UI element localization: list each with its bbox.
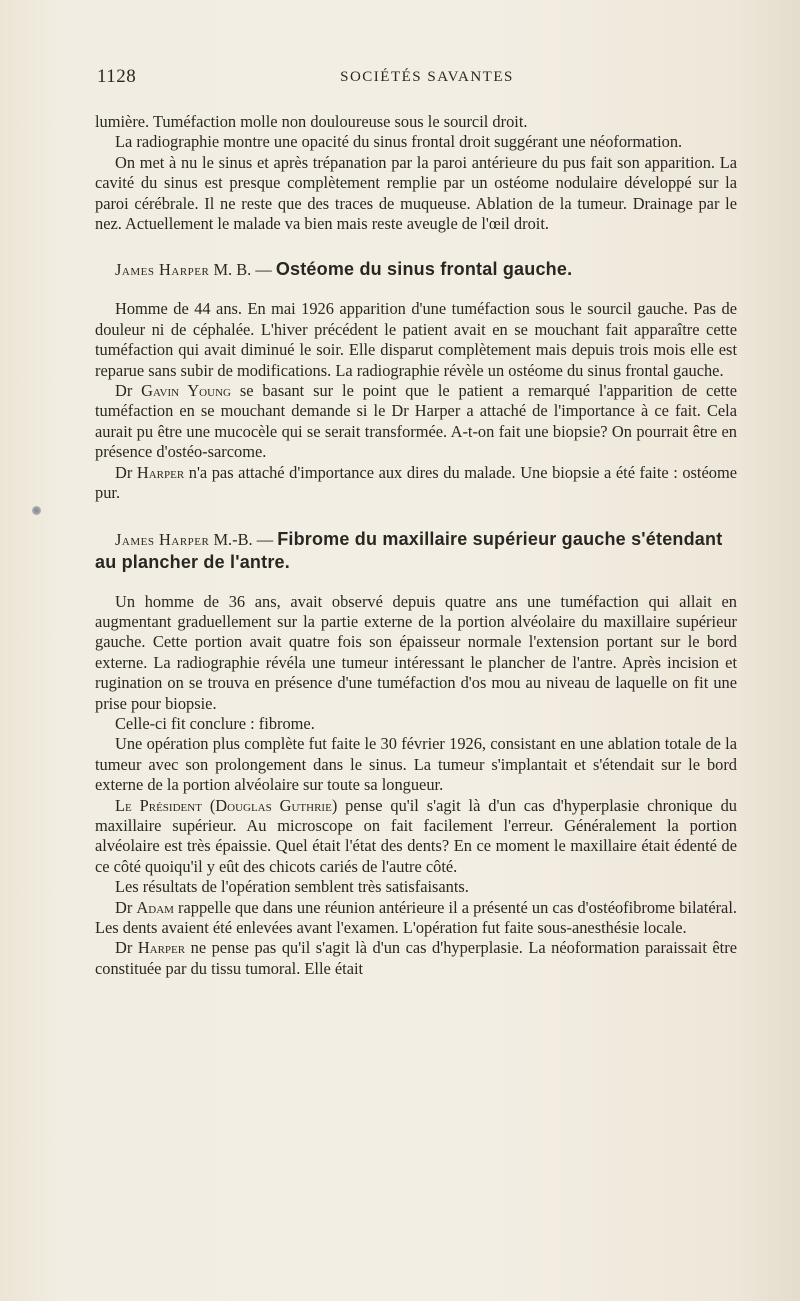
- paragraph-text: ) pense qu'il s'agit là d'un cas d'hyperplasie chronique du maxillaire supérieur. Au microscope on fait facilement l'erreur. Généralement la portion alvéolaire est très épaissie. Quel était l'état des dents? En ce moment le maxillaire était édenté de ce côté quoiqu'il y eût des chicots cariés de l'autre côté.: [95, 795, 737, 876]
- article-body: [95, 112, 737, 979]
- section-heading: [95, 258, 737, 281]
- paragraph: lumière. Tuméfaction molle non douloureuse sous le sourcil droit.: [95, 112, 528, 131]
- section-title: Fibrome du maxillaire supérieur gauche s'étendant au plancher de l'antre.: [95, 528, 723, 572]
- paragraph-text: n'a pas attaché d'importance aux dires du malade. Une biopsie a été faite : ostéome pur.: [95, 462, 737, 503]
- paragraph-text: rappelle que dans une réunion antérieure il a présenté un cas d'ostéofibrome bilatéral. Les dents avaient été enlevées avant l'examen. L'opération fut faite sous-anesthésie locale.: [95, 897, 737, 937]
- section-heading: [95, 528, 737, 574]
- scan-speck: [32, 506, 41, 515]
- honorific: Dr: [115, 462, 137, 482]
- section-degree: M. B. —: [209, 260, 276, 280]
- paragraph-text: ne pense pas qu'il s'agit là d'un cas d'hyperplasie. La néoformation paraissait être constituée par du tissu tumoral. Elle était: [95, 938, 737, 978]
- paragraph: Homme de 44 ans. En mai 1926 apparition d'une tuméfaction sous le sourcil gauche. Pas de douleur ni de céphalée. L'hiver précédent le patient avait en se mouchant fait apparaître cette tuméfaction qui avait diminué le soir. Elle disparut complètement mais depuis trois mois elle est reparue sans subir de modifications. La radiographie révèle un ostéome du sinus frontal gauche.: [95, 299, 737, 380]
- honorific: Dr: [115, 938, 138, 958]
- page-number: 1128: [97, 66, 137, 87]
- section-title: Ostéome du sinus frontal gauche.: [275, 259, 573, 280]
- paragraph: [95, 463, 737, 504]
- honorific: Dr: [115, 897, 137, 917]
- section-author: James Harper: [115, 260, 210, 280]
- paragraph-text: (: [201, 795, 216, 815]
- paragraph: Celle-ci fit conclure : fibrome.: [115, 713, 315, 733]
- honorific: Dr: [115, 381, 142, 401]
- speaker-name: Le Président: [115, 795, 202, 815]
- paragraph: Un homme de 36 ans, avait observé depuis quatre ans une tuméfaction qui allait en augmentant graduellement sur la partie externe de la portion alvéolaire du maxillaire supérieur gauche. Cette portion avait quatre fois son épaisseur normale l'extension portant sur le bord externe. La radiographie révéla une tumeur intéressant le plancher de l'antre. Après incision et rugination on se trouva en présence d'une tuméfaction d'os mou au niveau de laquelle on fit une prise pour biopsie.: [95, 591, 737, 713]
- speaker-name: Adam: [136, 897, 174, 917]
- paragraph: [95, 898, 737, 939]
- section-author: James Harper: [115, 529, 210, 549]
- speaker-name: Harper: [136, 462, 185, 482]
- paragraph: On met à nu le sinus et après trépanation par la paroi antérieure du pus fait son apparition. La cavité du sinus est presque complètement remplie par un ostéome nodulaire développé sur la paroi cérébrale. Il ne reste que des traces de muqueuse. Ablation de la tumeur. Drainage par le nez. Actuellement le malade va bien mais reste aveugle de l'œil droit.: [95, 152, 737, 234]
- speaker-name: Douglas Guthrie: [215, 795, 332, 815]
- paragraph: [95, 381, 737, 463]
- section-degree: M.-B. —: [209, 529, 278, 549]
- paragraph: [95, 796, 737, 878]
- paragraph-text: se basant sur le point que le patient a remarqué l'apparition de cette tuméfaction en se mouchant demande si le Dr Harper a attaché de l'importance à ce fait. Cela aurait pu être une mucocèle qui se serait transformée. A-t-on fait une biopsie? On pourrait être en présence d'ostéo-sarcome.: [95, 381, 737, 462]
- running-head: SOCIÉTÉS SAVANTES: [340, 69, 514, 85]
- paragraph: Les résultats de l'opération semblent très satisfaisants.: [115, 877, 469, 897]
- page-header: [97, 66, 737, 90]
- speaker-name: Harper: [137, 938, 186, 958]
- paragraph: Une opération plus complète fut faite le 30 février 1926, consistant en une ablation totale de la tumeur avec son prolongement dans le sinus. La tumeur s'implantait et s'étendait sur le bord externe de la portion alvéolaire sur toute sa longueur.: [95, 734, 737, 795]
- paragraph: La radiographie montre une opacité du sinus frontal droit suggérant une néoformation.: [115, 132, 683, 152]
- speaker-name: Gavin Young: [141, 381, 231, 401]
- paragraph: [95, 938, 737, 979]
